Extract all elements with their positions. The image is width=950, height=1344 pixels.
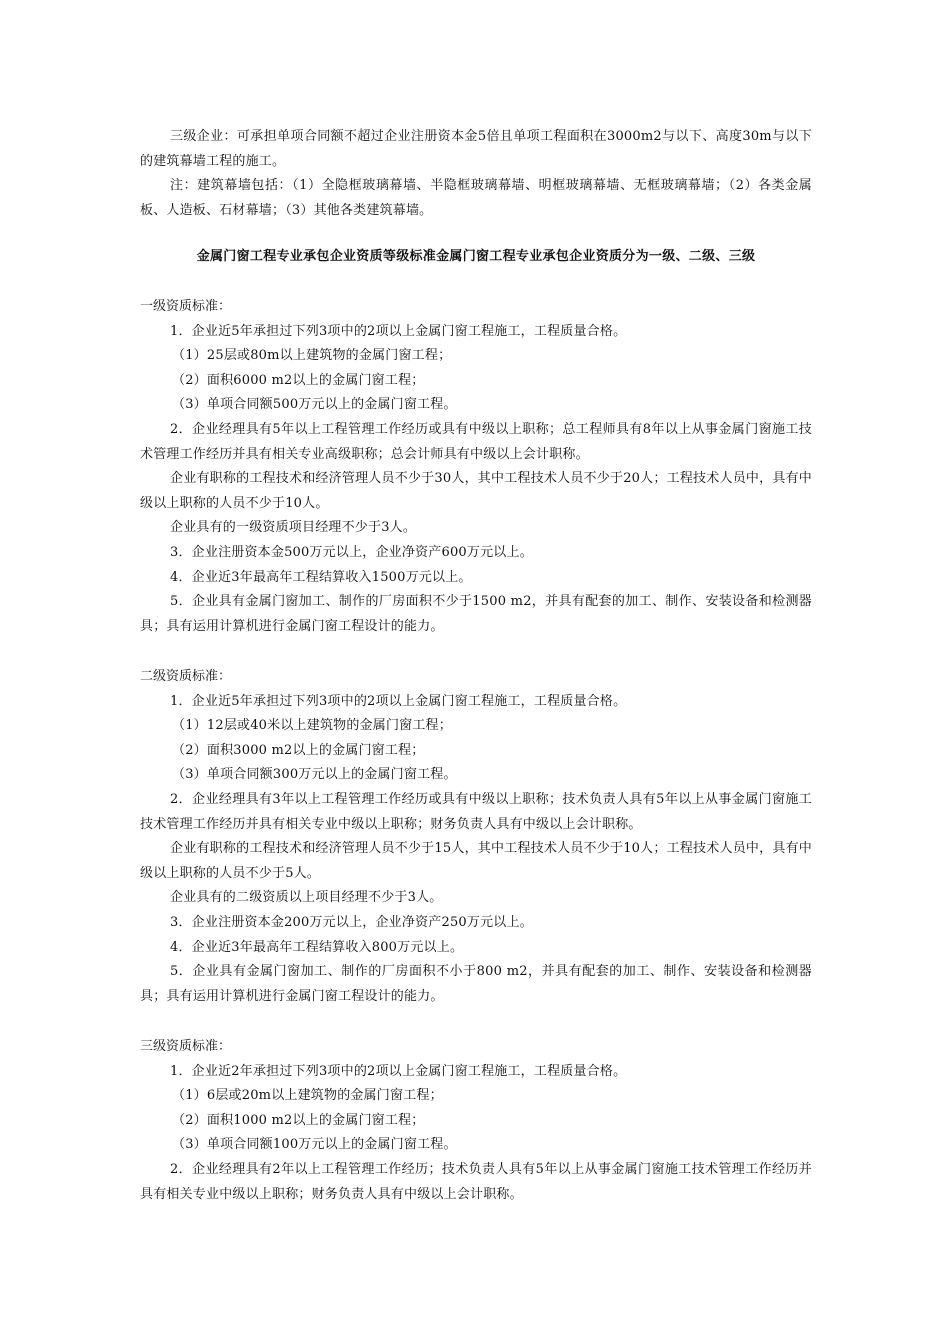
paragraph: 企业具有的二级资质以上项目经理不少于3人。 (170, 890, 443, 906)
paragraph: 企业有职称的工程技术和经济管理人员不少于15人，其中工程技术人员不少于10人；工程技术人员中，具有中级以上职称的人员不少于5人。 (140, 841, 812, 881)
list-item: （1）12层或40米以上建筑物的金属门窗工程； (172, 718, 452, 734)
paragraph: 注：建筑幕墙包括：（1）全隐框玻璃幕墙、半隐框玻璃幕墙、明框玻璃幕墙、无框玻璃幕墙；（2）各类金属板、人造板、石材幕墙；（3）其他各类建筑幕墙。 (140, 178, 812, 218)
level3-section (140, 1035, 812, 1207)
paragraph: 4．企业近3年最高年工程结算收入800万元以上。 (170, 939, 464, 955)
level1-section (140, 295, 812, 639)
intro-section (140, 125, 812, 223)
paragraph: 1．企业近5年承担过下列3项中的2项以上金属门窗工程施工，工程质量合格。 (170, 693, 627, 709)
paragraph: 2．企业经理具有3年以上工程管理工作经历或具有中级以上职称；技术负责人具有5年以上从事金属门窗施工技术管理工作经历并具有相关专业中级以上职称；财务负责人具有中级以上会计职称。 (140, 791, 812, 832)
section-heading: 二级资质标准： (140, 669, 232, 684)
list-item: （2）面积1000 m2以上的金属门窗工程； (172, 1112, 425, 1128)
paragraph: 企业具有的一级资质项目经理不少于3人。 (170, 520, 417, 536)
paragraph: 企业有职称的工程技术和经济管理人员不少于30人，其中工程技术人员不少于20人；工程技术人员中，具有中级以上职称的人员不少于10人。 (140, 471, 812, 511)
paragraph: 2．企业经理具有2年以上工程管理工作经历；技术负责人具有5年以上从事金属门窗施工技术管理工作经历并具有相关专业中级以上职称；财务负责人具有中级以上会计职称。 (140, 1161, 812, 1202)
section-title: 金属门窗工程专业承包企业资质等级标准金属门窗工程专业承包企业资质分为一级、二级、三级 (196, 249, 756, 264)
list-item: （2）面积3000 m2以上的金属门窗工程； (172, 742, 425, 758)
paragraph: 2．企业经理具有5年以上工程管理工作经历或具有中级以上职称；总工程师具有8年以上从事金属门窗施工技术管理工作经历并具有相关专业高级职称；总会计师具有中级以上会计职称。 (140, 421, 812, 462)
section-heading: 三级资质标准： (140, 1039, 232, 1054)
list-item: （3）单项合同额100万元以上的金属门窗工程。 (172, 1137, 457, 1153)
paragraph: 5．企业具有金属门窗加工、制作的厂房面积不小于800 m2，并具有配套的加工、制作、安装设备和检测器具；具有运用计算机进行金属门窗工程设计的能力。 (140, 964, 812, 1004)
list-item: （1）25层或80m以上建筑物的金属门窗工程； (172, 348, 452, 364)
list-item: （2）面积6000 m2以上的金属门窗工程； (172, 372, 425, 388)
paragraph: 三级企业：可承担单项合同额不超过企业注册资本金5倍且单项工程面积在3000m2与以下、高度30m与以下的建筑幕墙工程的施工。 (140, 129, 812, 169)
list-item: （3）单项合同额500万元以上的金属门窗工程。 (172, 397, 457, 413)
section-heading: 一级资质标准： (140, 299, 232, 314)
list-item: （3）单项合同额300万元以上的金属门窗工程。 (172, 767, 457, 783)
paragraph: 4．企业近3年最高年工程结算收入1500万元以上。 (170, 569, 472, 585)
paragraph: 3．企业注册资本金500万元以上，企业净资产600万元以上。 (170, 544, 533, 560)
paragraph: 1．企业近5年承担过下列3项中的2项以上金属门窗工程施工，工程质量合格。 (170, 323, 627, 339)
paragraph: 3．企业注册资本金200万元以上，企业净资产250万元以上。 (170, 914, 533, 930)
paragraph: 5．企业具有金属门窗加工、制作的厂房面积不少于1500 m2，并具有配套的加工、制作、安装设备和检测器具；具有运用计算机进行金属门窗工程设计的能力。 (140, 594, 812, 634)
paragraph: 1．企业近2年承担过下列3项中的2项以上金属门窗工程施工，工程质量合格。 (170, 1063, 627, 1079)
list-item: （1）6层或20m以上建筑物的金属门窗工程； (172, 1088, 443, 1104)
level2-section (140, 665, 812, 1009)
